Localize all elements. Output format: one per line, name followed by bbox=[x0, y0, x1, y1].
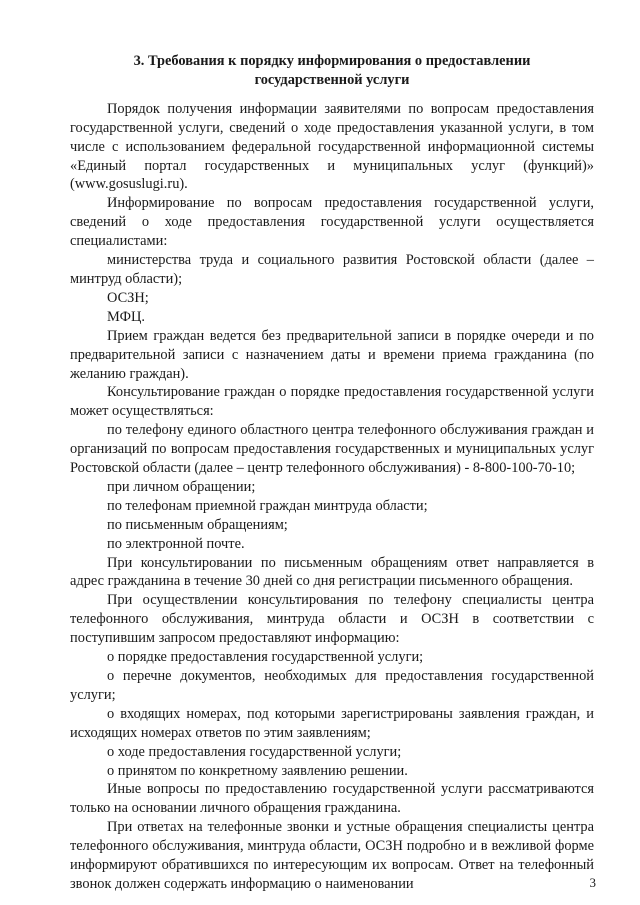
section-heading bbox=[70, 52, 594, 90]
list-item: по письменным обращениям; bbox=[107, 516, 288, 533]
list-item: по телефонам приемной граждан минтруда области; bbox=[107, 497, 428, 514]
body-text bbox=[70, 100, 594, 894]
page-number: 3 bbox=[589, 875, 596, 890]
list-item: о входящих номерах, под которыми зарегистрированы заявления граждан, и исходящих номерах ответов по этим заявлениям; bbox=[70, 705, 594, 741]
list-item: о перечне документов, необходимых для предоставления государственной услуги; bbox=[70, 668, 594, 703]
paragraph: Консультирование граждан о порядке предоставления государственной услуги может осуществляться: bbox=[70, 384, 594, 420]
list-item: при личном обращении; bbox=[107, 478, 256, 495]
list-item: министерства труда и социального развития Ростовской области (далее – минтруд области); bbox=[70, 252, 594, 287]
list-item: ОСЗН; bbox=[107, 289, 149, 306]
paragraph: Иные вопросы по предоставлению государственной услуги рассматриваются только на основании личного обращения гражданина. bbox=[70, 781, 594, 817]
paragraph: Прием граждан ведется без предварительной записи в порядке очереди и по предварительной записи с назначением даты и времени приема гражданина (по желанию граждан). bbox=[70, 327, 594, 382]
paragraph: Информирование по вопросам предоставления государственной услуги, сведений о ходе предоставления государственной услуги осуществляется специалистами: bbox=[70, 195, 594, 250]
document-page bbox=[70, 52, 594, 894]
list-item: по электронной почте. bbox=[107, 535, 245, 552]
paragraph: При осуществлении консультирования по телефону специалисты центра телефонного обслуживания, минтруда области и ОСЗН в соответствии с поступившим запросом предоставляют информацию: bbox=[70, 592, 594, 647]
list-item: МФЦ. bbox=[107, 308, 145, 325]
list-item: о порядке предоставления государственной услуги; bbox=[107, 649, 424, 666]
list-item: о ходе предоставления государственной услуги; bbox=[107, 743, 402, 760]
list-item: о принятом по конкретному заявлению решении. bbox=[107, 762, 408, 779]
section-heading-line-1: 3. Требования к порядку информирования о предоставлении bbox=[133, 53, 531, 69]
list-item: по телефону единого областного центра телефонного обслуживания граждан и организаций по вопросам предоставления государственных и муниципальных услуг Ростовской области (далее – центр телефонного обслуживания) - 8-800-100-70-10; bbox=[70, 422, 594, 477]
section-heading-line-2: государственной услуги bbox=[254, 71, 410, 88]
paragraph: При консультировании по письменным обращениям ответ направляется в адрес гражданина в течение 30 дней со дня регистрации письменного обращения. bbox=[70, 554, 594, 590]
paragraph: При ответах на телефонные звонки и устные обращения специалисты центра телефонного обслуживания, минтруда области, ОСЗН подробно и в вежливой форме информируют обратившихся по интересующим их вопросам. Ответ на телефонный звонок должен содержать информацию о наименовании bbox=[70, 819, 594, 892]
paragraph: Порядок получения информации заявителями по вопросам предоставления государственной услуги, сведений о ходе предоставления указанной услуги, в том числе с использованием федеральной государственной информационной системы «Единый портал государственных и муниципальных услуг (функций)» (www.gosuslugi.ru). bbox=[70, 100, 594, 193]
